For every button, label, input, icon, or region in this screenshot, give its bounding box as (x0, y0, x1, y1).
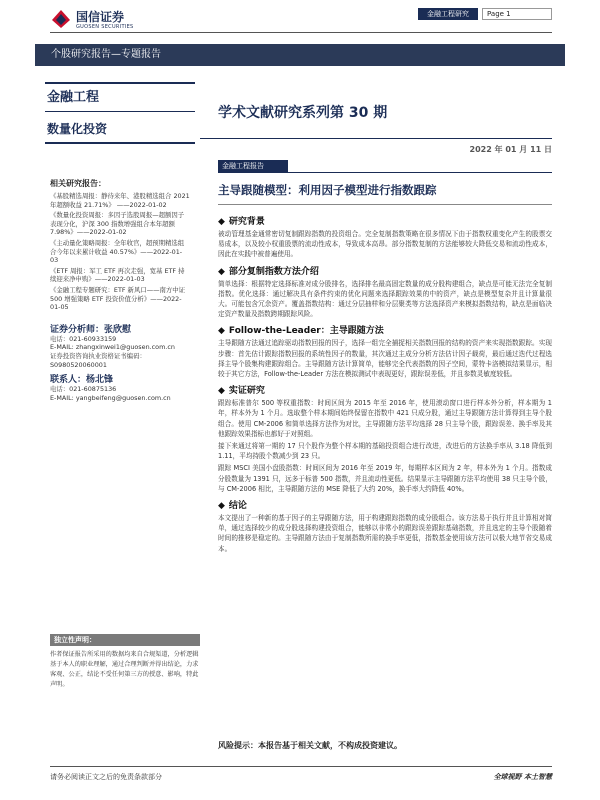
footer-slogan: 全球视野 本土智慧 (493, 773, 552, 781)
guosen-logo-icon (50, 8, 72, 30)
contact-email: E-MAIL: yangbeifeng@guosen.com.cn (50, 393, 171, 402)
subsection-name: 数量化投资 (45, 114, 195, 144)
paragraph: 本文提出了一种新的基于因子的主导跟随方法，用于构建跟踪指数的成分股组合。该方法易于执行并且计算相对简单，通过选择较少的成分股选择构建投资组合，能够以非常小的跟踪误差跟踪基础指数，并且选定的主导个股随着时间的推移是稳定的。主导跟随方法由于复制指数所需的换手率更低，指数基金使用该方法可以极大地节省交易成本。 (218, 514, 552, 553)
related-report: 《金融工程专题研究：ETF 新风口——南方中证 500 增强策略 ETF 投资价值分析》——2022-01-05 (50, 285, 186, 312)
section-heading: ◆ 结论 (218, 501, 247, 512)
bullet-icon: ◆ (218, 501, 225, 512)
bullet-icon: ◆ (218, 326, 225, 337)
related-report: 《主动量化策略周报：全年收官，超预期精选组合今年以来累计收益 40.57%》——2022-01-03 (50, 238, 185, 265)
footer-disclaimer-note: 请务必阅读正文之后的免责条款部分 (50, 773, 162, 781)
footer-divider (50, 766, 552, 767)
paragraph: 跟踪 MSCI 美国小盘股指数：时间区间为 2016 年至 2019 年，每期样本区间为 2 年，样本外为 1 个月。指数成分股数量为 1391 只，远多于标普 500 指数，并且流动性更低。结果显示主导跟随方法平均使用 38 只主导个股，与 CM-2006 相比，主导跟随方法的 MSE 降低了大约 20%，换手率大约降低 40%。 (218, 464, 552, 493)
logo (50, 6, 170, 34)
logo-subtitle: GUOSEN SECURITIES (76, 24, 134, 30)
disclaimer-title: 独立性声明： (50, 634, 200, 646)
header-divider (50, 32, 552, 33)
related-report: 《数量化投资周报：多因子选股周报—超额因子表现分化，沪深 300 指数增强组合本年超额 7.98%》——2022-01-02 (50, 211, 185, 237)
analyst-certificate: 证券投资咨询执业资格证书编码：S0980520060001 (50, 351, 146, 369)
related-report: 《ETF 周报：军工 ETF 再次走强，宽基 ETF 持续迎来净申购》——2022-01-03 (50, 266, 185, 284)
related-reports-title: 相关研究报告： (50, 179, 106, 188)
bullet-icon: ◆ (218, 266, 225, 277)
section-name: 金融工程 (45, 82, 195, 112)
report-type-banner: 个股研究报告—专题报告 (35, 44, 565, 66)
report-tag: 金融工程研究 (418, 8, 478, 20)
analyst-name: 证券分析师：张欣慰 (50, 324, 132, 335)
paragraph: 跟踪标准普尔 500 等权重指数：时间区间为 2015 年至 2016 年，使用滚动窗口进行样本外分析，样本期为 1 年，样本外为 1 个月。选取整个样本期间始终保留在指数中 421 只成分股，通过主导跟随方法计算得到主导个股组合。使用 CM-2006 和简单选择方法作为对比，主导跟随方法平均选择 28 只主导个股，跟踪误差、换手率及其他跟踪效果指标也都好于对照组。 (218, 399, 552, 438)
section-heading: ◆ 实证研究 (218, 386, 265, 397)
series-title: 学术文献研究系列第 30 期 (218, 105, 388, 121)
paragraph: 被动管理基金通常密切复制跟踪指数的投资组合。完全复制指数策略在很多情况下由于指数权重变化产生的股票交易成本，以及较小权重股票的流动性成本，导致成本高昂。部分指数复制的方法能够较大降低交易和流动性成本，因此在实践中被普遍使用。 (218, 230, 552, 259)
report-category-tag: 金融工程报告 (218, 160, 288, 172)
analyst-email: E-MAIL: zhangxinwei1@guosen.com.cn (50, 343, 175, 352)
paragraph: 接下来通过将第一期的 17 只个股作为整个样本期的基础投资组合进行改进，改进后的方法换手率从 3.18 降低到 1.11，平均持股个数减少到 23 只。 (218, 442, 552, 461)
bullet-icon: ◆ (218, 217, 225, 227)
paragraph: 简单选择：根据特定选择标准对成分股排名，选择排名最高固定数量的成分股构建组合，缺点是可能无法完全复制指数。优化选择：通过解决具有条件约束的优化问题来选择跟踪效果的中的资产，缺点是模型复杂并且计算量很大。可能包含冗余资产。覆盖指数结构：通过分层抽样和分层聚类等方法选择资产来模拟指数结构，缺点是面临决定资产数量及指数跨期跟踪风险。 (218, 279, 552, 319)
contact-phone: 电话：021-60875136 (50, 385, 117, 394)
section-heading: ◆ 研究背景 (218, 217, 265, 227)
bullet-icon: ◆ (218, 386, 225, 397)
risk-warning: 风险提示：本报告基于相关文献，不构成投资建议。 (218, 741, 402, 750)
paragraph: 主导跟随方法通过追踪驱动指数回报的因子，选择一组完全捕捉相关指数回报的结构的资产来实现指数跟踪。实现步骤：首先估计跟踪指数回报的系统性因子的数量，其次通过主成分分析方法估计因子载荷，最后通过迭代过程选择主导个股集构建跟踪组合。主导跟随方法计算简单，能够完全代表指数的因子空间，蒙特卡洛模拟结果显示，相较于其它方法，Follow-the-Leader 方法在模拟测试中表现更好，跟踪误差低，并且参数灵敏度较低。 (218, 339, 552, 379)
page-number: Page 1 (482, 8, 552, 20)
report-body (218, 210, 552, 554)
series-divider (200, 138, 552, 139)
logo-name: 国信证券 (76, 10, 125, 24)
related-report: 《基股精选周报：静待来年、港股精选组合 2021 年超额收益 21.71%》 ——2022-01-02 (50, 192, 190, 209)
contact-name: 联系人：杨北锋 (50, 375, 114, 386)
category-divider (218, 172, 552, 173)
report-date: 2022 年 01 月 11 日 (469, 145, 552, 154)
report-title: 主导跟随模型：利用因子模型进行指数跟踪 (218, 183, 437, 197)
disclaimer-body: 作者保证报告所采用的数据均来自合规渠道，分析逻辑基于本人的职业理解，通过合理判断并得出结论，力求客观、公正，结论不受任何第三方的授意、影响，特此声明。 (50, 651, 199, 688)
left-column (50, 178, 190, 402)
section-heading: ◆ 部分复制指数方法介绍 (218, 266, 319, 277)
title-divider (218, 204, 552, 205)
section-heading: ◆ Follow-the-Leader：主导跟随方法 (218, 326, 384, 337)
analyst-phone: 电话：021-60933159 (50, 334, 117, 343)
